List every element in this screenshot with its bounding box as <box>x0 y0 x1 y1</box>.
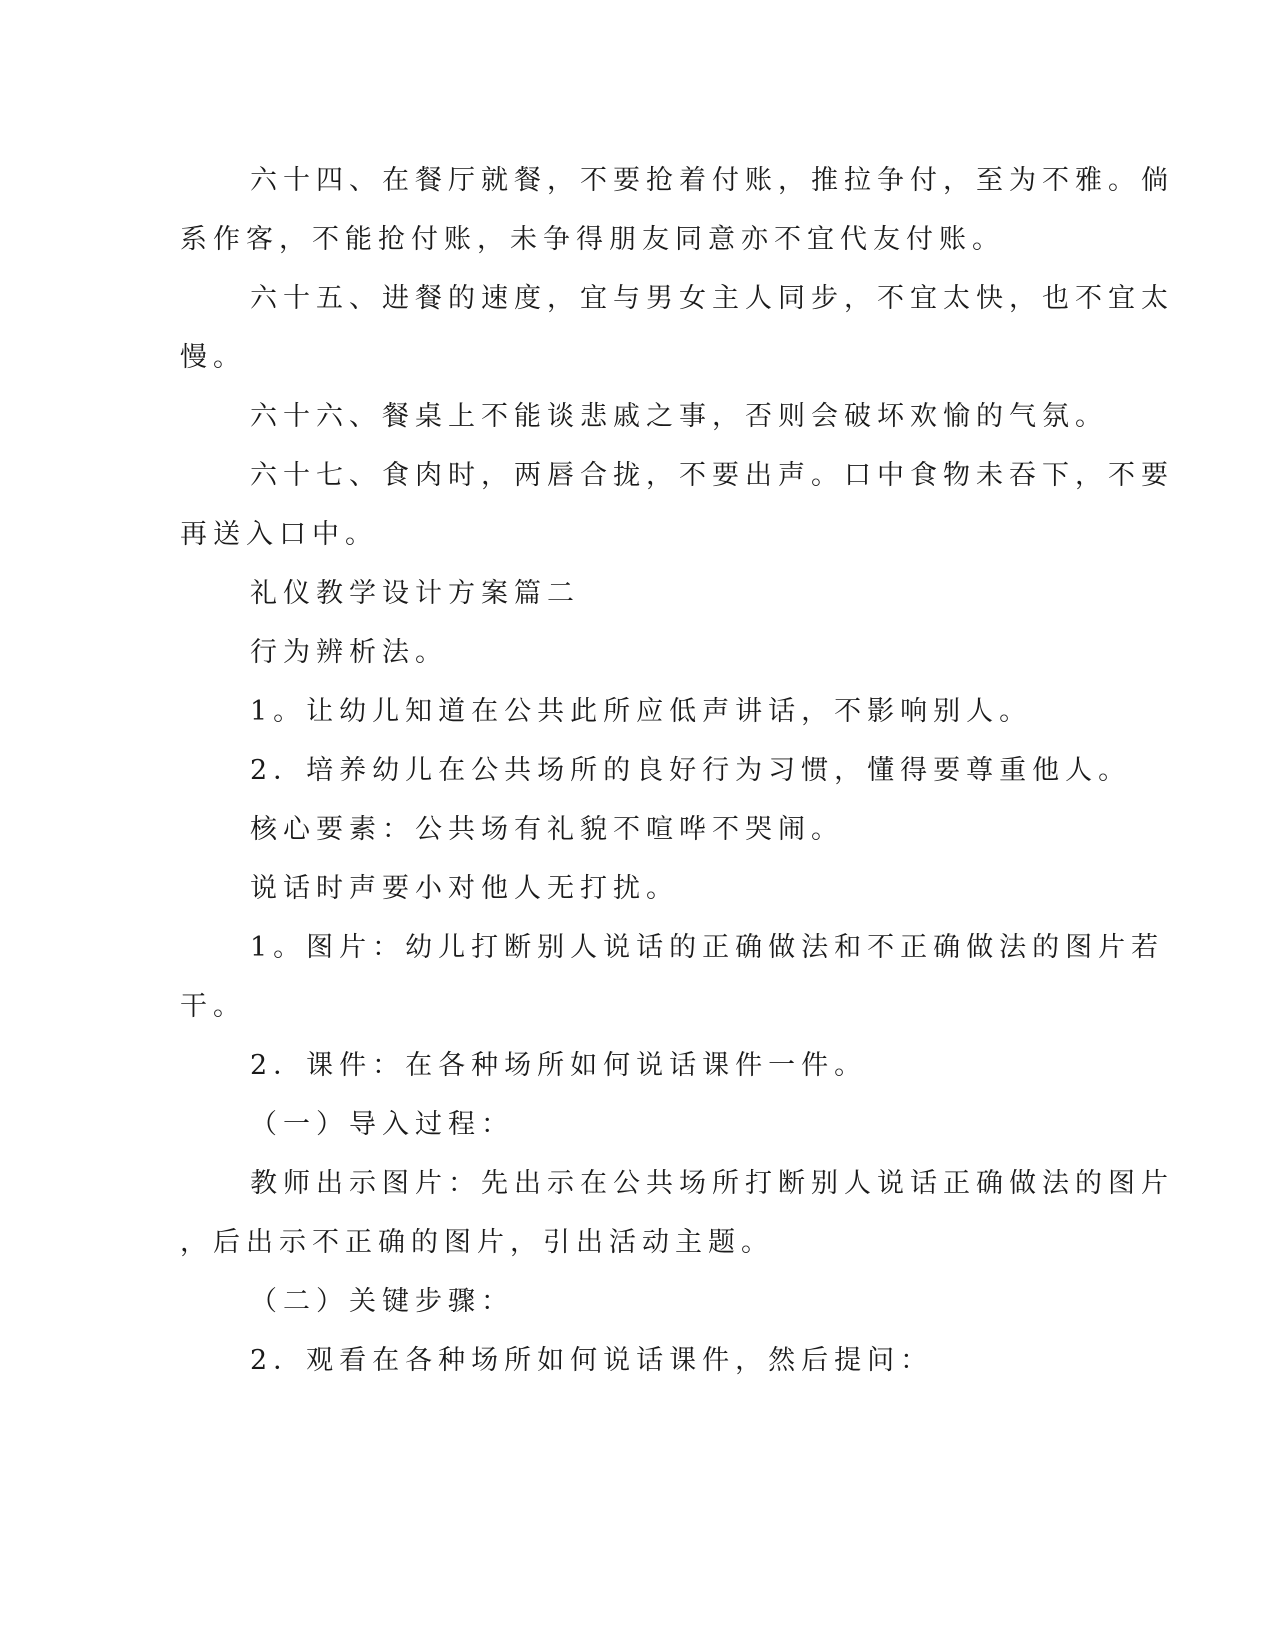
paragraph-line: 慢。 <box>180 342 246 373</box>
paragraph-line: 核心要素：公共场有礼貌不喧哗不哭闹。 <box>250 814 844 845</box>
paragraph-line: ，后出示不正确的图片，引出活动主题。 <box>180 1227 774 1258</box>
section-heading: 礼仪教学设计方案篇二 <box>250 578 580 609</box>
paragraph-line: 2．观看在各种场所如何说话课件，然后提问： <box>250 1345 934 1376</box>
paragraph-line: 六十七、食肉时，两唇合拢，不要出声。口中食物未吞下，不要 <box>250 460 1174 491</box>
paragraph-line: 再送入口中。 <box>180 519 378 550</box>
paragraph-line: （一）导入过程： <box>250 1109 514 1140</box>
paragraph-line: 2．课件：在各种场所如何说话课件一件。 <box>250 1050 868 1081</box>
paragraph-line: 系作客，不能抢付账，未争得朋友同意亦不宜代友付账。 <box>180 224 1005 255</box>
paragraph-line: 行为辨析法。 <box>250 637 448 668</box>
paragraph-line: 说话时声要小对他人无打扰。 <box>250 873 679 904</box>
paragraph-line: 1。图片：幼儿打断别人说话的正确做法和不正确做法的图片若 <box>250 932 1165 963</box>
paragraph-line: 1。让幼儿知道在公共此所应低声讲话，不影响别人。 <box>250 696 1033 727</box>
paragraph-line: （二）关键步骤： <box>250 1286 514 1317</box>
paragraph-line: 六十五、进餐的速度，宜与男女主人同步，不宜太快，也不宜太 <box>250 283 1174 314</box>
paragraph-line: 教师出示图片：先出示在公共场所打断别人说话正确做法的图片 <box>250 1168 1174 1199</box>
paragraph-line: 干。 <box>180 991 246 1022</box>
paragraph-line: 六十四、在餐厅就餐，不要抢着付账，推拉争付，至为不雅。倘 <box>250 165 1174 196</box>
paragraph-line: 六十六、餐桌上不能谈悲戚之事，否则会破坏欢愉的气氛。 <box>250 401 1108 432</box>
paragraph-line: 2．培养幼儿在公共场所的良好行为习惯，懂得要尊重他人。 <box>250 755 1132 786</box>
